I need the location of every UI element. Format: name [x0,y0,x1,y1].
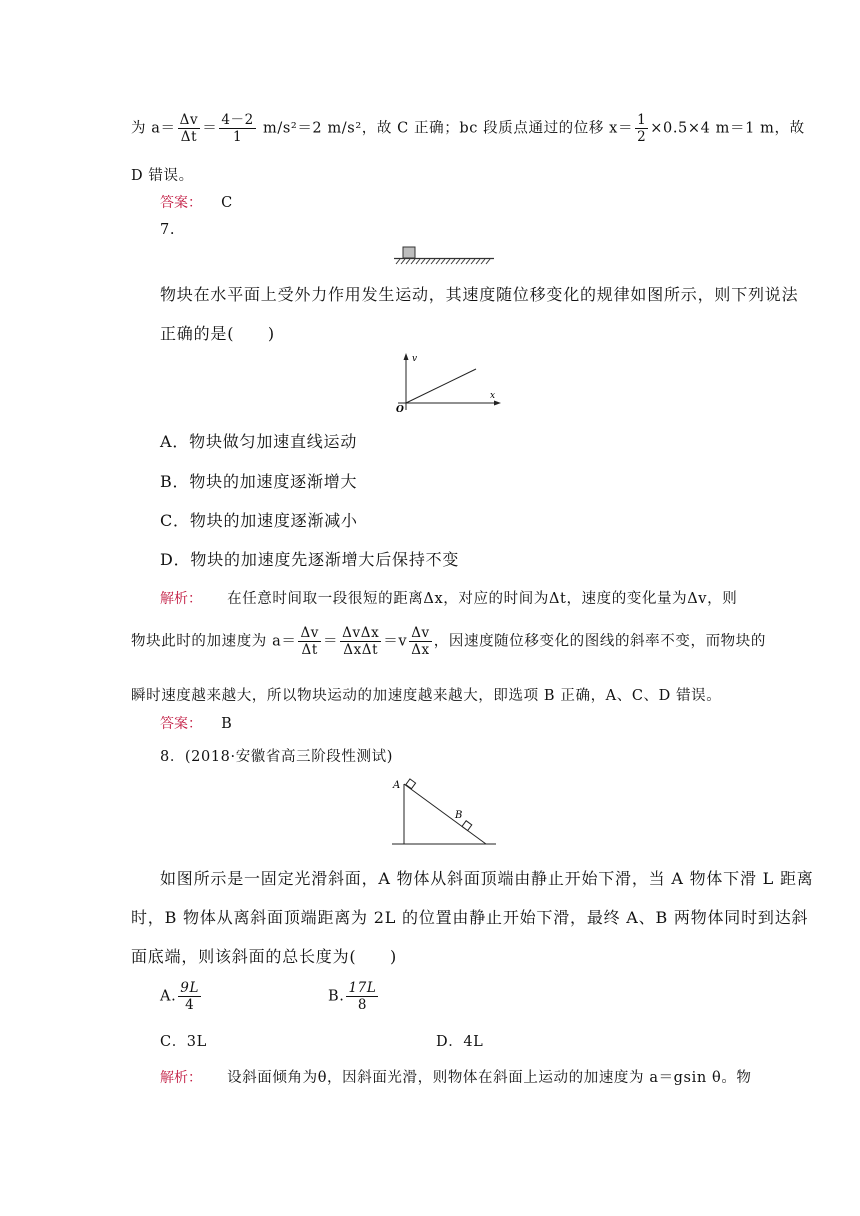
q7-stem-line1: 物块在水平面上受外力作用发生运动，其速度随位移变化的规律如图所示，则下列说法 [160,285,799,304]
v-x-graph [392,350,504,416]
axis-label-x: x [490,391,496,401]
answer-label: 答案： [160,195,202,211]
q6-text: 为 a＝ [131,120,176,137]
fraction: $\frac{\Delta v}{\Delta x}$ [411,625,430,659]
fraction: $\frac{1}{2}$ [637,112,647,146]
fraction: $\frac{17L}{8}$ [348,980,377,1014]
q8-option-b: B. $\frac{17L}{8}$ [328,980,377,1014]
axis-label-v: v [412,354,418,364]
q8-stem-line1: 如图所示是一固定光滑斜面，A 物体从斜面顶端由静止开始下滑，当 A 物体下滑 L 距离 [160,869,814,888]
answer-label: 答案： [160,716,202,732]
q8-option-d: D．4L [436,1034,484,1050]
fraction: $\frac{4-2}{1}$ [221,112,254,146]
analysis-label: 解析： [160,1070,202,1086]
q8-option-c: C．3L [160,1034,207,1050]
origin-label: O [396,405,404,415]
q6-calc-line: 为 a＝ $\frac{\Delta v}{\Delta t}$ ＝ $\frac{4-2}{1}$ m/s²＝2 m/s²，故 C 正确；bc 段质点通过的位移 x＝ $\frac{1}{2}$ ×0.5×4 m＝1 m，故 [131,112,805,146]
q7-analysis-line2: 物块此时的加速度为 a＝ $\frac{\Delta v}{\Delta t}$ ＝ $\frac{\text{ΔvΔx}}{\text{ΔxΔt}}$ ＝v $\frac{\Delta v}{\Delta x}$ ，因速度随位移变化的图线的斜率不变，而物块的 [131,625,766,659]
incline-figure [390,776,502,848]
q8-stem-line3: 面底端，则该斜面的总长度为( ) [131,947,398,966]
fraction: $\frac{\text{ΔvΔx}}{\text{ΔxΔt}}$ [342,625,380,659]
fraction: $\frac{9L}{4}$ [180,980,200,1014]
q7-option-d: D．物块的加速度先逐渐增大后保持不变 [160,550,460,569]
fraction: $\frac{\Delta v}{\Delta t}$ [179,112,199,146]
label-b: B [455,810,463,821]
q8-analysis-line1: 解析： 设斜面倾角为θ，因斜面光滑，则物体在斜面上运动的加速度为 a＝gsin θ。物 [160,1070,752,1086]
q7-analysis-line1: 解析： 在任意时间取一段很短的距离Δx，对应的时间为Δt，速度的变化量为Δv，则 [160,591,738,607]
q7-analysis-line3: 瞬时速度越来越大，所以物块运动的加速度越来越大，即选项 B 正确，A、C、D 错误。 [131,688,722,704]
block-on-ground-figure [392,244,496,266]
q8-stem-line2: 时，B 物体从离斜面顶端距离为 2L 的位置由静止开始下滑，最终 A、B 两物体同时到达斜 [131,908,809,927]
q8-header: 8．(2018·安徽省高三阶段性测试) [160,749,393,765]
q6-line2: D 错误。 [131,168,194,184]
q7-stem-line2: 正确的是( ) [160,324,275,343]
q7-option-b: B．物块的加速度逐渐增大 [160,472,358,491]
analysis-label: 解析： [160,591,202,607]
answer-value: B [221,716,233,732]
q7-option-c: C．物块的加速度逐渐减小 [160,511,358,530]
q7-number: 7. [160,222,176,238]
q7-answer [160,713,232,733]
q8-option-a: A. $\frac{9L}{4}$ [160,980,200,1014]
answer-value: C [221,195,233,211]
fraction: $\frac{\Delta v}{\Delta t}$ [300,625,320,659]
label-a: A [393,780,401,791]
q7-option-a: A．物块做匀加速直线运动 [160,432,358,451]
q6-answer [160,192,233,212]
